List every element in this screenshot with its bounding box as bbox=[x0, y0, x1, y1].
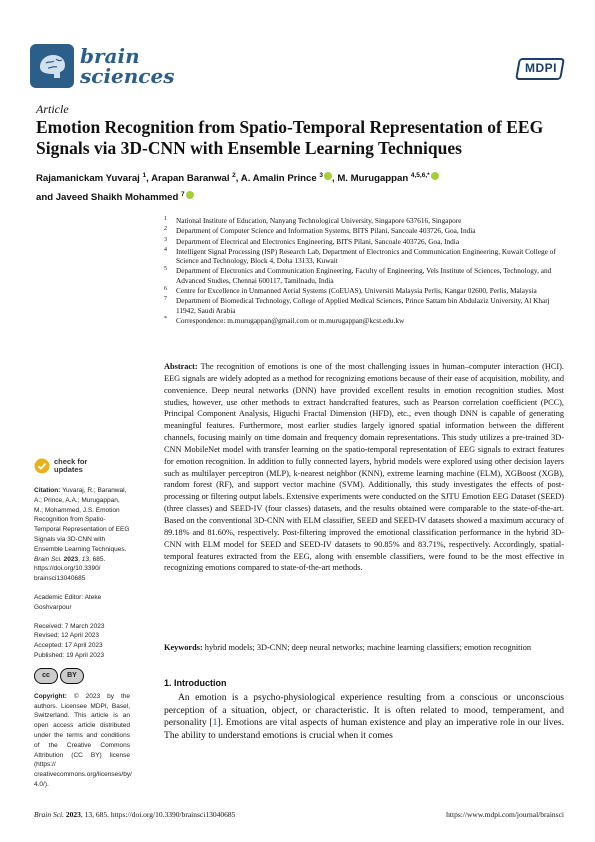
footer-journal-url[interactable]: https://www.mdpi.com/journal/brainsci bbox=[446, 810, 564, 819]
affiliation-item: 3 Department of Electrical and Electronics Engineering, BITS Pilani, Sancoale 403726, Goa, India bbox=[164, 236, 460, 246]
affiliation-item: 4 Intelligent Signal Processing (ISP) Research Lab, Department of Electronics and Communication Engineering, Kuwait College of Science and Technology, Block 4, Doha 13133, Kuwait bbox=[164, 246, 556, 266]
abstract-label: Abstract: bbox=[164, 362, 198, 371]
reference-link[interactable]: 1 bbox=[212, 717, 218, 728]
author[interactable]: Rajamanickam Yuvaraj $^1$ bbox=[36, 172, 147, 185]
citation-doi-link[interactable]: 685. https://doi.org/10.3390/ brainsci13040685 bbox=[34, 555, 106, 583]
cc-icon: cc bbox=[34, 668, 58, 684]
intro-paragraph: An emotion is a psycho-physiological experience resulting from a conscious or unconscious perception of a situation, object, or characteristic. It is often related to mood, temperament, and personality [1]. Emotions are vital aspects of human existence and play an imperative role in our lives. The ability to understand emotions is crucial when it comes bbox=[164, 692, 564, 741]
abstract bbox=[164, 361, 564, 574]
journal-logo bbox=[30, 44, 175, 92]
article-info-sidebar bbox=[34, 458, 130, 790]
paper-title: Emotion Recognition from Spatio-Temporal Representation of EEG Signals via 3D-CNN with Ensemble Learning Techniques bbox=[36, 117, 544, 158]
article-type: Article bbox=[36, 102, 69, 116]
affiliation-item: 5 Department of Electronics and Communication Engineering, Faculty of Engineering, Vels Institute of Sciences, Technology, and Advanced Studies, Chennai 600117, Tamilnadu, India bbox=[164, 266, 552, 285]
affiliation-item: 1 National Institute of Education, Nanyang Technological University, Singapore 637616, Singapore bbox=[164, 216, 462, 225]
orcid-icon[interactable] bbox=[186, 191, 194, 199]
keywords bbox=[164, 642, 564, 654]
publisher-name: MDPI bbox=[525, 61, 557, 75]
date-revised: Revised: 12 April 2023 bbox=[34, 632, 100, 640]
copyright: Copyright: © 2023 by the authors. Licensee MDPI, Basel, Switzerland. This article is an open access article distributed under the terms and conditions of the Creative Commons Attribution (CC BY) license (https:// creativecommons.org/licenses/by/ 4.0/). bbox=[34, 692, 132, 788]
footer-citation: Brain Sci. 2023, 13, 685. https://doi.org/10.3390/brainsci13040685 bbox=[34, 810, 236, 819]
author-list: Rajamanickam Yuvaraj $^1$, Arapan Baranwal $^2$, A. Amalin Prince $^3$ , M. Murugappan $^{4,5,6,*}$ and Javeed Shaikh Mohammed $^7$ bbox=[36, 168, 566, 206]
orcid-icon[interactable] bbox=[431, 172, 439, 180]
correspondence[interactable]: * Correspondence: m.murugappan@gmail.com or m.murugappan@kcst.edu.kw bbox=[164, 315, 405, 325]
keywords-text: hybrid models; 3D-CNN; deep neural networks; machine learning classifiers; emotion recognition bbox=[204, 643, 532, 652]
page-footer bbox=[34, 810, 564, 819]
affiliation-item: 7 Department of Biomedical Technology, College of Applied Medical Sciences, Prince Sattam bin Abdulaziz University, Al Kharj 11942, Saudi Arabia bbox=[164, 296, 550, 315]
author[interactable]: Arapan Baranwal $^2$ bbox=[151, 172, 236, 185]
journal-name-line1: brain bbox=[80, 44, 140, 68]
affiliation-item: 6 Centre for Excellence in Unmanned Aerial Systems (CoEUAS), Universiti Malaysia Perlis, Kangar 02600, Perlis, Malaysia bbox=[164, 286, 537, 296]
cc-license-badge[interactable] bbox=[34, 668, 130, 684]
author[interactable]: A. Amalin Prince $^3$ bbox=[241, 173, 332, 184]
date-published: Published: 19 April 2023 bbox=[34, 651, 105, 659]
affiliation-item: 2 Department of Computer Science and Information Systems, BITS Pilani, Sancoale 403726, Goa, India bbox=[164, 226, 476, 236]
section-heading: 1. Introduction bbox=[164, 678, 227, 688]
citation: Citation: Yuvaraj, R.; Baranwal, A.; Prince, A.A.; Murugappan, M.; Mohammed, J.S. Emotion Recognition from Spatio-Temporal Representation of EEG Signals via 3D-CNN with Ensemble Learning Techniques. Brain Sci. 2023, 13, 685. https://doi.org/10.3390/ brainsci13040685 bbox=[34, 487, 130, 583]
academic-editor: Academic Editor: Ateke Goshvarpour bbox=[34, 593, 102, 611]
journal-name-line2: sciences bbox=[80, 64, 175, 88]
check-for-updates-button[interactable]: check for updates bbox=[34, 458, 130, 474]
date-received: Received: 7 March 2023 bbox=[34, 622, 105, 630]
check-updates-icon bbox=[34, 458, 50, 474]
brain-icon bbox=[30, 44, 74, 88]
author[interactable]: M. Murugappan $^{4,5,6,*}$ bbox=[337, 173, 438, 184]
date-accepted: Accepted: 17 April 2023 bbox=[34, 642, 103, 650]
abstract-text: The recognition of emotions is one of the most challenging issues in human–computer interaction (HCI). EEG signals are widely adopted as a method for recognizing emotions because of their ease of acquisition, mobility, and convenience. Deep neural networks (DNN) have provided excellent results in emotion recognition studies. Most studies, however, use other methods to extract handcrafted features, such as Pearson correlation coefficient (PCC), Principal Component Analysis, Higuchi Fractal Dimension (HFD), etc., even though DNN is capable of generating meaningful features. Furthermore, most earlier studies largely ignored spatial information between the different channels, focusing mainly on time domain and frequency domain representations. This study utilizes a pre-trained 3D-CNN MobileNet model with transfer learning on the spatio-temporal representation of EEG signals to extract features for emotion recognition. In addition to fully connected layers, hybrid models were explored using other decision layers such as multilayer perceptron (MLP), k-nearest neighbor (KNN), extreme learning machine (ELM), XGBoost (XGB), random forest (RF), and support vector machine (SVM). Additionally, this study investigates the effects of post-processing or filtering output labels. Extensive experiments were conducted on the SJTU Emotion EEG Dataset (SEED) (three classes) and SEED-IV (four classes) datasets, and the results obtained were comparable to the state-of-the-art. Based on the conventional 3D-CNN with ELM classifier, SEED and SEED-IV datasets showed a maximum accuracy of 89.18% and 81.60%, respectively. Post-filtering improved the emotional classification performance in the hybrid 3D-CNN with ELM model for SEED and SEED-IV datasets to 90.85% and 83.71%, respectively. Accordingly, spatial-temporal features extracted from the EEG, along with ensemble classifiers, were found to be the most effective in recognizing emotions compared to state-of-the-art methods. bbox=[164, 362, 564, 573]
author[interactable]: and Javeed Shaikh Mohammed $^7$ bbox=[36, 192, 194, 203]
affiliations bbox=[164, 216, 564, 326]
keywords-label: Keywords: bbox=[164, 643, 203, 652]
by-icon: BY bbox=[60, 668, 84, 684]
orcid-icon[interactable] bbox=[324, 172, 332, 180]
publisher-logo bbox=[517, 58, 563, 80]
